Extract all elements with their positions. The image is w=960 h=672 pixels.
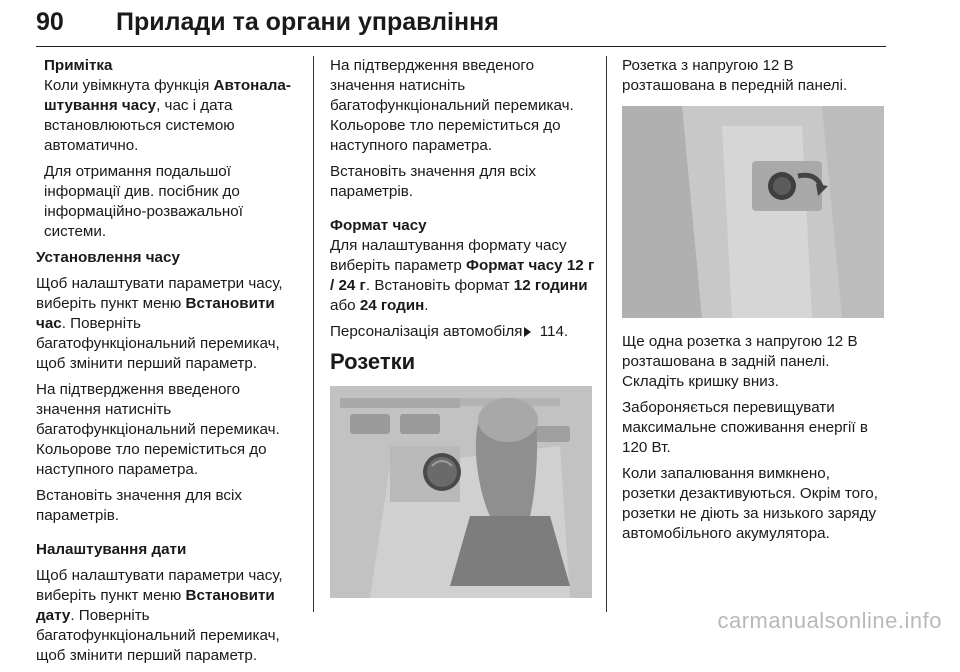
watermark: carmanualsonline.info — [717, 608, 942, 633]
menu-term: Встановити дату — [36, 587, 275, 624]
text: . — [424, 297, 429, 314]
section-title: Розетки — [330, 349, 416, 374]
paragraph — [330, 236, 598, 316]
page-title: Прилади та органи управління — [116, 8, 499, 36]
menu-term: Автонала-штування часу — [44, 77, 291, 114]
paragraph: На підтвердження введеного значення натисніть багатофункціональний перемикач. Кольорове тло переміститься до наступного параметра. — [330, 57, 574, 154]
paragraph: На підтвердження введеного значення натисніть багатофункціональний перемикач. Кольорове тло переміститься до наступного параметра. — [36, 381, 280, 478]
page-number: 90 — [36, 8, 64, 36]
column-right — [622, 56, 884, 550]
note-title: Примітка — [44, 57, 113, 74]
note-paragraph — [44, 76, 304, 156]
column-divider — [313, 56, 314, 612]
column-middle — [330, 56, 598, 612]
page-reference-icon — [524, 327, 531, 337]
note-paragraph: Для отримання подальшої інформації див. посібник до інформаційно-розважальної системи. — [44, 163, 243, 240]
menu-term: Формат часу 12 г / 24 г — [330, 257, 595, 294]
text: . Поверніть багатофункціональний перемикач, щоб змінити перший параметр. — [36, 315, 280, 372]
text: Для налаштування формату часу виберіть параметр — [330, 237, 567, 274]
paragraph: Коли запалювання вимкнено, розетки дезактивуються. Окрім того, розетки не діють за низького заряду автомобільного акумулятора. — [622, 465, 878, 542]
column-divider — [606, 56, 607, 612]
text: Персоналізація автомобіля — [330, 323, 523, 340]
front-power-outlet-photo — [330, 386, 592, 598]
time-heading: Установлення часу — [36, 249, 180, 266]
page-ref-number: 114. — [535, 323, 569, 340]
paragraph: Встановіть значення для всіх параметрів. — [330, 163, 536, 200]
text: . Встановіть формат — [365, 277, 514, 294]
rear-power-outlet-photo — [622, 106, 884, 318]
cross-reference[interactable] — [330, 322, 598, 342]
column-left — [36, 56, 304, 672]
paragraph: Розетка з напругою 12 В розташована в передній панелі. — [622, 57, 848, 94]
text: Щоб налаштувати параметри часу, виберіть пункт меню — [36, 567, 283, 604]
text: Коли увімкнута функція — [44, 77, 214, 94]
paragraph: Встановіть значення для всіх параметрів. — [36, 487, 242, 524]
paragraph: Забороняється перевищувати максимальне споживання енергії в 120 Вт. — [622, 399, 868, 456]
text: , час і дата встановлюються системою автоматично. — [44, 97, 235, 154]
page-header — [36, 6, 886, 47]
format-heading: Формат часу — [330, 217, 427, 234]
menu-term: Встановити час — [36, 295, 275, 332]
text: . Поверніть багатофункціональний перемикач, щоб змінити перший параметр. — [36, 607, 280, 664]
note-box — [36, 56, 304, 242]
paragraph — [36, 566, 304, 666]
date-heading: Налаштування дати — [36, 541, 187, 558]
paragraph — [36, 274, 304, 374]
paragraph: Ще одна розетка з напругою 12 В розташована в задній панелі. Складіть кришку вниз. — [622, 333, 858, 390]
menu-term: 12 години — [513, 277, 588, 294]
menu-term: 24 годин — [359, 297, 425, 314]
text: або — [330, 297, 360, 314]
text: Щоб налаштувати параметри часу, виберіть пункт меню — [36, 275, 283, 312]
